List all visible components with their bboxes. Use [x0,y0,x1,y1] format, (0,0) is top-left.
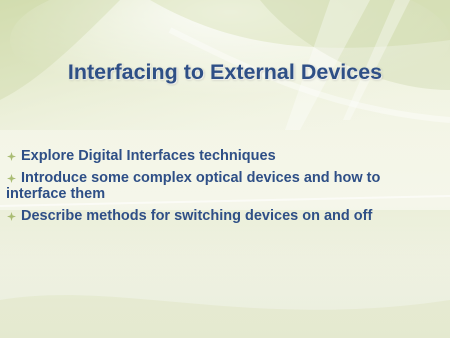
slide-title: Interfacing to External Devices [67,60,383,84]
bullet-text: Introduce some complex optical devices and how to interface them [6,169,381,202]
diamond-bullet-icon [7,152,16,161]
bullet-item [6,148,444,165]
bullet-list [6,148,444,229]
bullet-text: Explore Digital Interfaces techniques [21,148,276,164]
bullet-item [6,208,444,225]
bullet-text: Describe methods for switching devices on and off [21,207,373,224]
diamond-bullet-icon [7,174,16,183]
diamond-bullet-icon [7,212,16,221]
bullet-item [6,170,444,203]
